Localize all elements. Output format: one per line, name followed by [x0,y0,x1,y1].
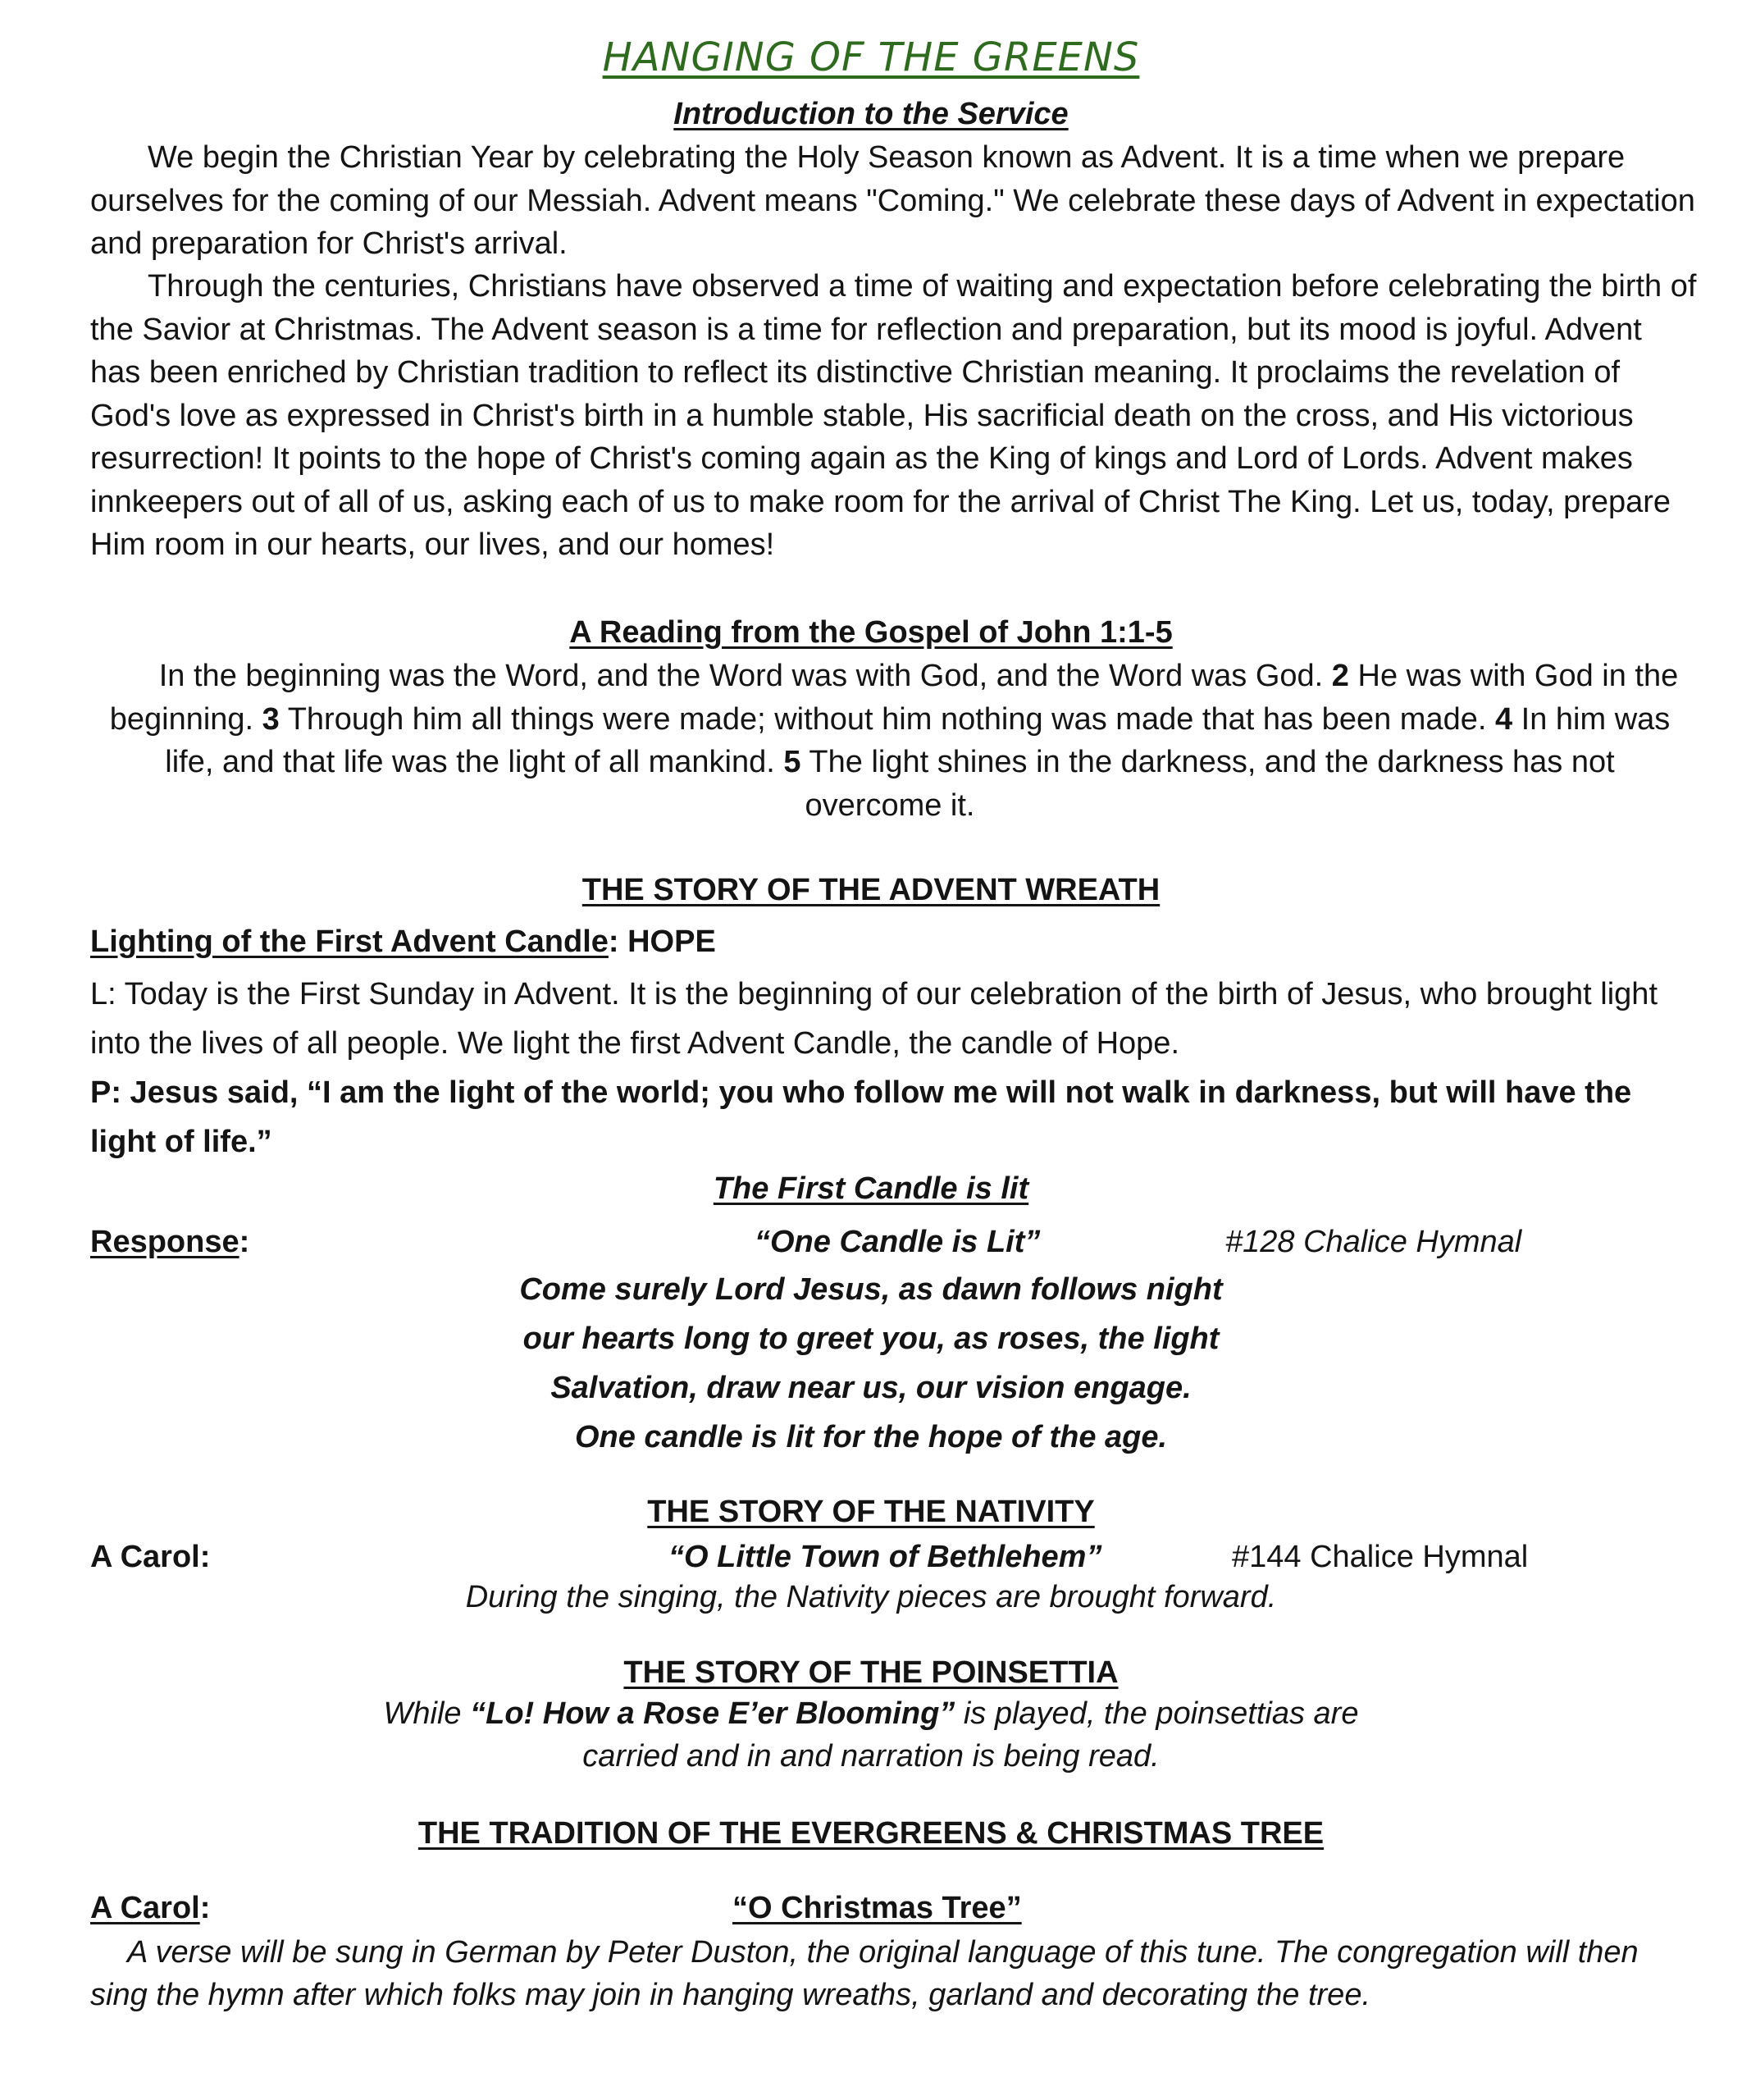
verse-number-3: 3 [262,701,280,737]
intro-heading: Introduction to the Service [673,97,1069,131]
nativity-carol-song: “O Little Town of Bethlehem” [668,1540,1102,1574]
nativity-carol-label: A Carol: [90,1540,211,1574]
wreath-heading: THE STORY OF THE ADVENT WREATH [581,873,1161,907]
intro-paragraph-1: We begin the Christian Year by celebrating the Holy Season known as Advent. It is a time when we prepare ourselves for the coming of our Messiah. Advent means "Coming." We celebrate these days of Advent in expectation and preparation for Christ's arrival. [90,140,1695,261]
response-hymnal: #128 Chalice Hymnal [1225,1225,1522,1259]
nativity-carol-hymnal: #144 Chalice Hymnal [1232,1540,1529,1574]
poinsettia-song: “Lo! How a Rose E’er Blooming” [470,1696,955,1731]
verse-1: In the beginning was the Word, and the Word was with God, and the Word was God. [158,659,1324,693]
leader-text: L: Today is the First Sunday in Advent. It is the beginning of our celebration of the birth of Jesus, who brought light into the lives of all people. We light the first Advent Candle, the candle of Hope. [90,977,1658,1061]
verse-2: He was with God in the beginning. [109,659,1679,737]
lyric-line-4: One candle is lit for the hope of the age. [574,1420,1168,1454]
poinsettia-rest-1: is played, the poinsettias are [963,1696,1359,1731]
response-colon: : [239,1225,250,1259]
evergreens-carol-song: “O Christmas Tree” [732,1891,1022,1925]
lyric-line-1: Come surely Lord Jesus, as dawn follows night [519,1272,1223,1307]
poinsettia-line-1 [0,1696,1742,1732]
response-label-line [90,1221,249,1263]
lyric-line-3: Salvation, draw near us, our vision engage. [550,1371,1192,1405]
verse-number-2: 2 [1331,659,1349,693]
intro-paragraph-2: Through the centuries, Christians have observed a time of waiting and expectation before celebrating the birth of the Savior at Christmas. The Advent season is a time for reflection and preparation, but its mood is joyful. Advent has been enriched by Christian tradition to reflect its distinctive Christian meaning. It proclaims the revelation of God's love as expressed in Christ's birth in a humble stable, His sacrificial death on the cross, and His victorious resurrection! It points to the hope of Christ's coming again as the King of kings and Lord of Lords. Advent makes innkeepers out of all of us, asking each of us to make room for the arrival of Christ The King. Let us, today, prepare Him room in our hearts, our lives, and our homes! [90,269,1697,562]
evergreens-carol-colon: : [199,1891,211,1925]
response-label: Response [90,1225,239,1259]
evergreens-carol-label: A Carol [90,1891,200,1925]
reading-passage [98,655,1681,827]
verse-number-5: 5 [783,745,801,779]
reading-heading: A Reading from the Gospel of John 1:1-5 [569,615,1173,650]
candle-lit-caption: The First Candle is lit [713,1171,1029,1206]
nativity-heading: THE STORY OF THE NATIVITY [647,1495,1095,1529]
lighting-line [90,920,716,963]
verse-number-4: 4 [1494,701,1513,737]
people-text: P: Jesus said, “I am the light of the world; you who follow me will not walk in darkness, but will have the light of life.” [90,1075,1632,1159]
nativity-note: During the singing, the Nativity pieces are brought forward. [465,1580,1277,1614]
evergreens-note: A verse will be sung in German by Peter Duston, the original language of this tune. The congregation will then sing the hymn after which folks may join in hanging wreaths, garland and decorating the tree. [90,1935,1639,2012]
lighting-label: Lighting of the First Advent Candle [90,924,609,959]
verse-5: The light shines in the darkness, and the darkness has not overcome it. [805,745,1615,823]
poinsettia-heading: THE STORY OF THE POINSETTIA [623,1655,1119,1690]
verse-3: Through him all things were made; without him nothing was made that has been made. [287,701,1487,737]
lyric-line-2: our hearts long to greet you, as roses, the light [522,1322,1220,1356]
poinsettia-while: While [383,1696,462,1731]
verse-4: In him was life, and that life was the light of all mankind. [165,701,1671,779]
poinsettia-line-2: carried and in and narration is being read. [582,1739,1160,1774]
evergreens-heading: THE TRADITION OF THE EVERGREENS & CHRISTMAS TREE [417,1816,1325,1851]
lighting-theme: : HOPE [608,924,716,959]
response-song: “One Candle is Lit” [755,1225,1041,1259]
page-title: HANGING OF THE GREENS [602,34,1140,80]
evergreens-carol-label-line [90,1887,210,1929]
